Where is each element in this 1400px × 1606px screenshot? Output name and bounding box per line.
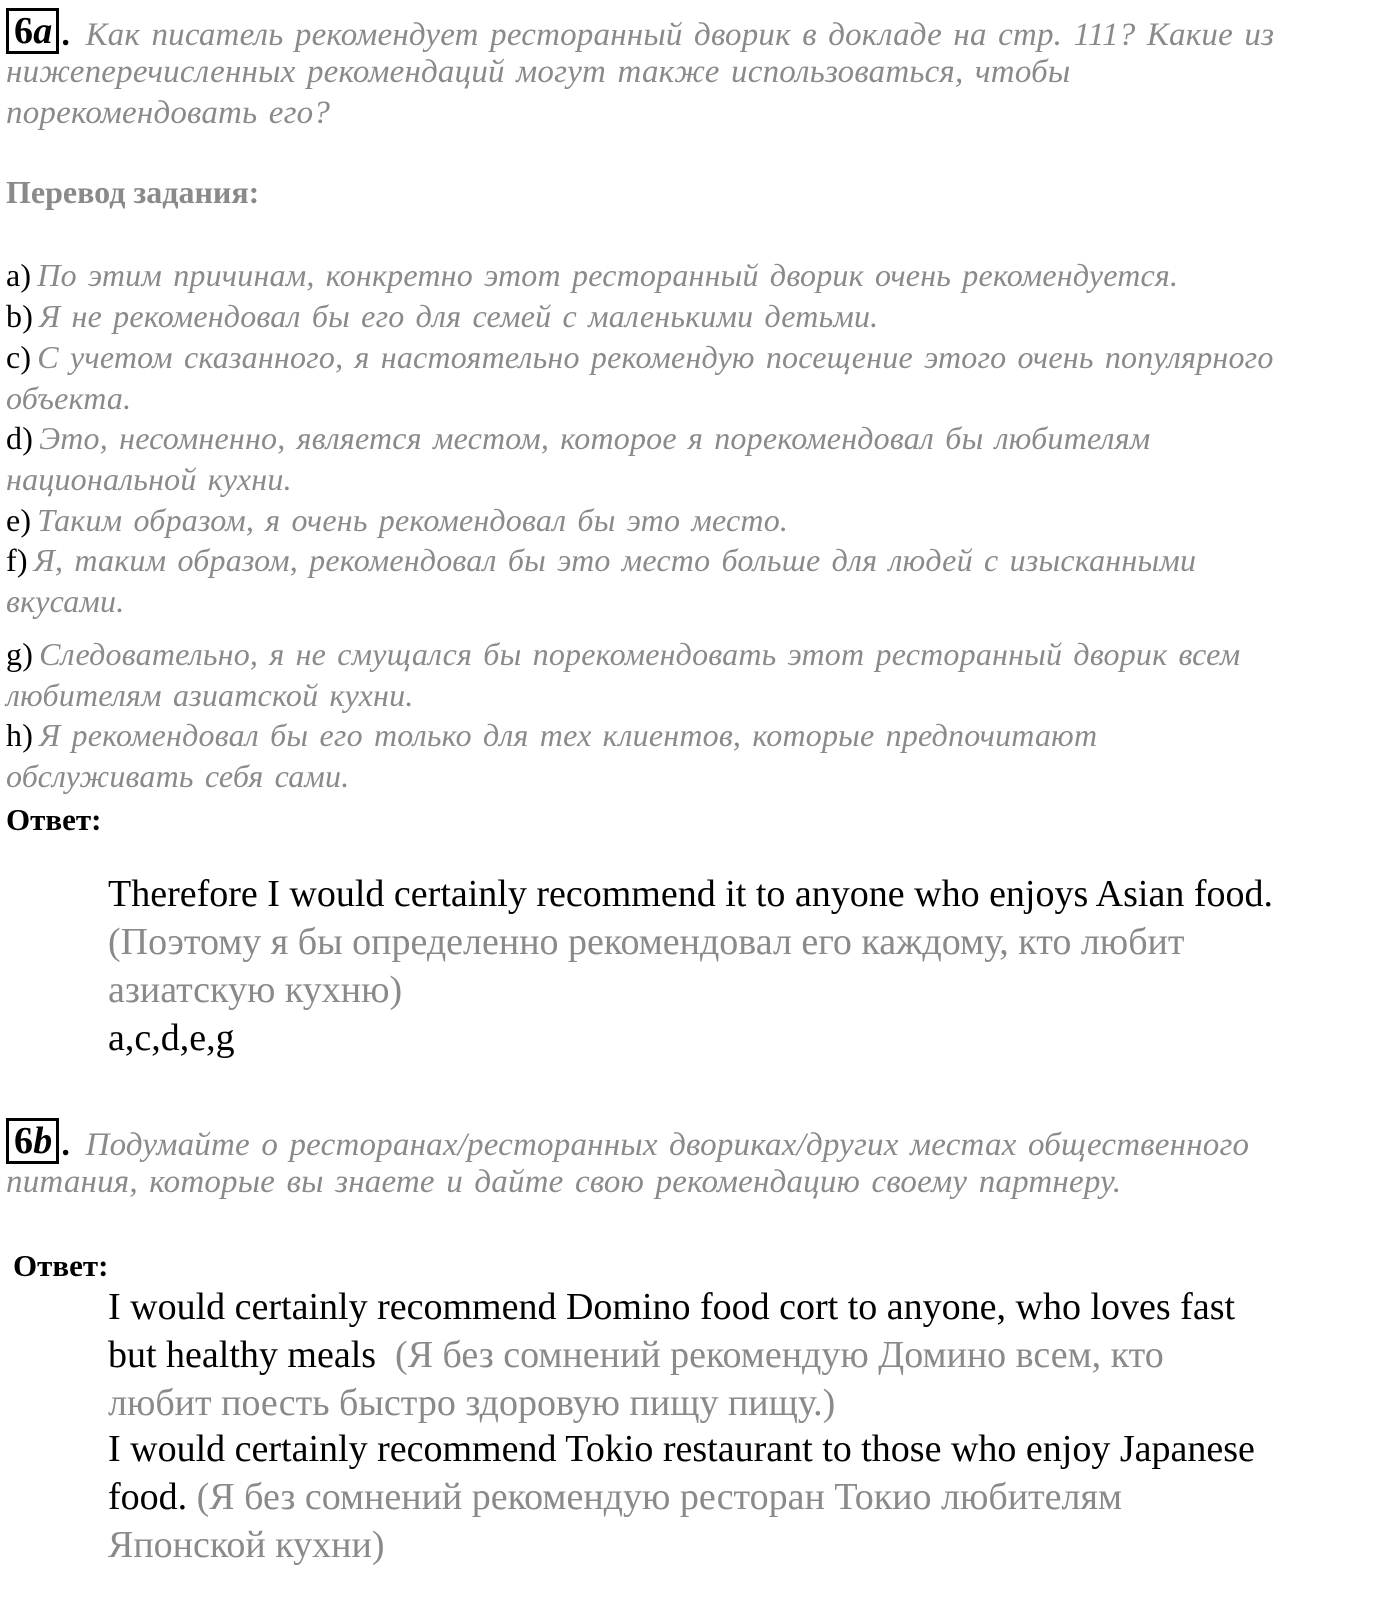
- option-b: [6, 296, 1380, 337]
- task-6a-dot: .: [61, 16, 71, 53]
- option-d: [6, 418, 1380, 459]
- task-6b-dot: .: [61, 1126, 71, 1163]
- answer-6a-russian-text-2: азиатскую кухню): [108, 969, 403, 1011]
- option-letter: a): [6, 257, 32, 293]
- option-h: [6, 715, 1380, 756]
- answer-6b-russian-3: любит поесть быстро здоровую пищу пищу.): [108, 1382, 836, 1424]
- option-text: Я не рекомендовал бы его для семей с маленькими детьми.: [39, 298, 879, 334]
- option-g-continued: любителям азиатской кухни.: [6, 677, 414, 713]
- option-letter: d): [6, 420, 34, 456]
- answer-6a-english: Therefore I would certainly recommend it to anyone who enjoys Asian food.: [108, 873, 1273, 915]
- option-text: Я, таким образом, рекомендовал бы это место больше для людей с изысканными: [33, 542, 1197, 578]
- task-6b-number: 6: [14, 1120, 34, 1162]
- option-e: [6, 500, 1380, 541]
- answer-6a-russian-2: [108, 966, 1380, 1014]
- answer-6b-line-6: [108, 1521, 1380, 1569]
- task-6b-letter: b: [33, 1120, 53, 1162]
- option-text: С учетом сказанного, я настоятельно рекомендую посещение этого очень популярного: [37, 339, 1274, 375]
- answer-6b-line-2: [108, 1331, 1380, 1379]
- option-f: [6, 540, 1380, 581]
- option-text: По этим причинам, конкретно этот ресторанный дворик очень рекомендуется.: [37, 257, 1179, 293]
- task-6a-text-1: Как писатель рекомендует ресторанный дворик в докладе на стр. 111? Какие из: [85, 17, 1275, 53]
- answer-6a-letters: a,c,d,e,g: [108, 1017, 235, 1059]
- option-a: [6, 255, 1380, 296]
- answer-6b-line-4: I would certainly recommend Tokio restaurant to those who enjoy Japanese: [108, 1428, 1255, 1470]
- option-c: [6, 337, 1380, 378]
- task-6b-number-box: [6, 1118, 59, 1164]
- task-6b-text-1: Подумайте о ресторанах/ресторанных двориках/других местах общественного: [85, 1127, 1250, 1163]
- option-letter: h): [6, 717, 34, 753]
- answer-6b-line-1: I would certainly recommend Domino food cort to anyone, who loves fast: [108, 1286, 1236, 1328]
- answer-label-6b: Ответ:: [13, 1248, 109, 1283]
- answer-6b-line-3: [108, 1379, 1380, 1427]
- answer-6a-russian-1: [108, 918, 1380, 966]
- option-letter: c): [6, 339, 32, 375]
- option-letter: f): [6, 542, 28, 578]
- task-6a-line-1: [6, 8, 1380, 56]
- answer-6b-russian-2: (Я без сомнений рекомендую Домино всем, кто: [395, 1334, 1164, 1376]
- option-text: Я рекомендовал бы его только для тех клиентов, которые предпочитают: [39, 717, 1098, 753]
- option-text: Следовательно, я не смущался бы порекомендовать этот ресторанный дворик всем: [39, 636, 1241, 672]
- answer-6b-english-2: but healthy meals: [108, 1334, 377, 1376]
- task-6b-line-1: [6, 1118, 1380, 1166]
- translation-heading: Перевод задания:: [6, 174, 260, 210]
- answer-6b-russian-6: Японской кухни): [108, 1524, 385, 1566]
- task-6a-number: 6: [14, 10, 34, 52]
- answer-6a-russian-text-1: (Поэтому я бы определенно рекомендовал его каждому, кто любит: [108, 921, 1185, 963]
- answer-6b-russian-5: (Я без сомнений рекомендую ресторан Токио любителям: [196, 1476, 1122, 1518]
- option-text: Это, несомненно, является местом, которое я порекомендовал бы любителям: [39, 420, 1151, 456]
- task-6b-line-2: питания, которые вы знаете и дайте свою рекомендацию своему партнеру.: [6, 1164, 1122, 1200]
- option-letter: g): [6, 636, 34, 672]
- option-letter: e): [6, 502, 32, 538]
- answer-label-6a: Ответ:: [6, 802, 102, 837]
- task-6a-line-3: порекомендовать его?: [6, 95, 331, 131]
- answer-6b-line-5: [108, 1473, 1380, 1521]
- option-h-continued: обслуживать себя сами.: [6, 758, 350, 794]
- option-g: [6, 634, 1380, 675]
- answer-6b-english-5: food.: [108, 1476, 188, 1518]
- task-6a-line-2: нижеперечисленных рекомендаций могут также использоваться, чтобы: [6, 54, 1071, 90]
- option-f-continued: вкусами.: [6, 583, 125, 619]
- option-text: Таким образом, я очень рекомендовал бы это место.: [37, 502, 789, 538]
- task-6a-number-box: [6, 8, 59, 54]
- option-c-continued: объекта.: [6, 380, 132, 416]
- option-letter: b): [6, 298, 34, 334]
- option-d-continued: национальной кухни.: [6, 461, 292, 497]
- task-6a-letter: a: [33, 10, 53, 52]
